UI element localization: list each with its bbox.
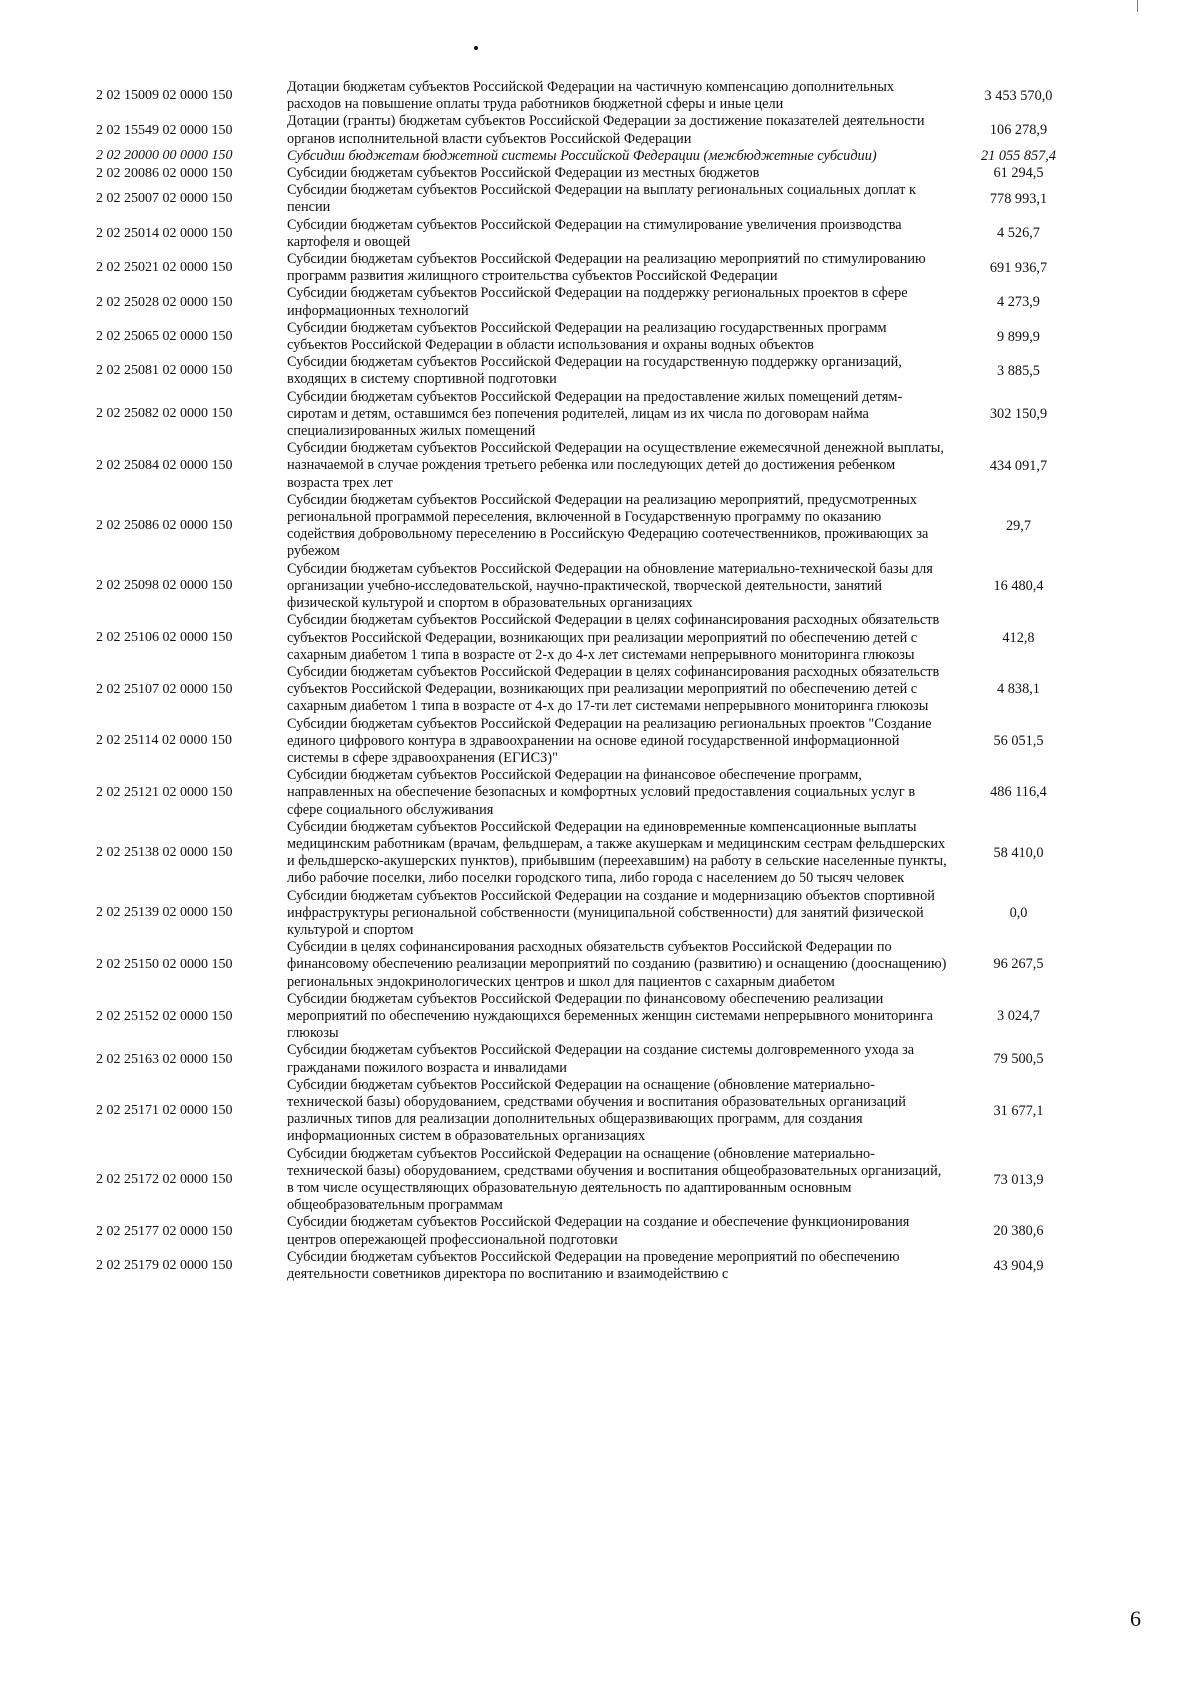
table-row <box>0 165 1200 182</box>
amount: 56 051,5 <box>993 732 1044 749</box>
income-description: Субсидии бюджетам субъектов Российской Федерации на стимулирование увеличения производства картофеля и овощей <box>287 216 902 250</box>
income-description: Дотации (гранты) бюджетам субъектов Российской Федерации за достижение показателей деятельности органов исполнительной власти субъектов Российской Федерации <box>287 113 925 147</box>
amount: 58 410,0 <box>993 844 1044 861</box>
amount: 61 294,5 <box>993 165 1044 182</box>
amount: 79 500,5 <box>993 1051 1044 1068</box>
income-description: Субсидии бюджетам субъектов Российской Федерации по финансовому обеспечению реализации мероприятий по обеспечению нуждающихся беременных женщин системами непрерывного мониторинга глюкозы <box>287 990 933 1042</box>
scan-edge-mark <box>1137 0 1138 12</box>
amount: 486 116,4 <box>990 784 1047 801</box>
amount: 3 453 570,0 <box>984 87 1053 104</box>
budget-code: 2 02 20086 02 0000 150 <box>96 165 233 181</box>
table-row <box>0 888 1200 940</box>
income-description: Дотации бюджетам субъектов Российской Федерации на частичную компенсацию дополнительных расходов на повышение оплаты труда работников бюджетной сферы и иные цели <box>287 79 895 113</box>
table-row <box>0 251 1200 285</box>
amount: 43 904,9 <box>993 1257 1044 1274</box>
budget-code: 2 02 15009 02 0000 150 <box>96 88 233 104</box>
income-description: Субсидии бюджетам субъектов Российской Федерации на создание системы долговременного ухода за гражданами пожилого возраста и инвалидами <box>287 1042 915 1076</box>
budget-code: 2 02 25150 02 0000 150 <box>96 956 233 972</box>
budget-code: 2 02 25107 02 0000 150 <box>96 681 233 697</box>
income-description: Субсидии бюджетам субъектов Российской Федерации на обновление материально-технической базы для организации учебно-исследовательской, научно-практической, творческой деятельности, занятий физической культурой и спортом в образовательных организациях <box>287 560 933 612</box>
table-row <box>0 354 1200 388</box>
page-number: 6 <box>1130 1606 1141 1631</box>
table-row <box>0 285 1200 319</box>
budget-code: 2 02 25098 02 0000 150 <box>96 578 233 594</box>
income-description: Субсидии бюджетам субъектов Российской Федерации на выплату региональных социальных доплат к пенсии <box>287 182 916 216</box>
table-row <box>0 1249 1200 1283</box>
budget-code: 2 02 25172 02 0000 150 <box>96 1172 233 1187</box>
income-description: Субсидии бюджетам субъектов Российской Федерации на оснащение (обновление материально-технической базы) оборудованием, средствами обучения и воспитания образовательных организаций различных типов для реализации дополнительных общеразвивающих программ, для создания информационных систем в образовательных организациях <box>287 1076 906 1145</box>
table-row <box>0 1077 1200 1146</box>
table-row <box>0 1146 1200 1215</box>
budget-code: 2 02 15549 02 0000 150 <box>96 122 233 138</box>
budget-table <box>0 79 1200 1283</box>
amount: 434 091,7 <box>989 457 1048 474</box>
table-row <box>0 492 1200 561</box>
table-row <box>0 389 1200 441</box>
budget-code: 2 02 25171 02 0000 150 <box>96 1103 233 1119</box>
income-description: Субсидии бюджетам субъектов Российской Федерации на реализацию мероприятий, предусмотренных региональной программой переселения, включенной в Государственную программу по оказанию содействия добровольному переселению в Российскую Федерацию соотечественников, проживающих за рубежом <box>287 491 929 560</box>
table-row <box>0 561 1200 613</box>
budget-code: 2 02 25021 02 0000 150 <box>96 260 233 276</box>
budget-code: 2 02 25114 02 0000 150 <box>96 733 232 749</box>
budget-code: 2 02 25121 02 0000 150 <box>96 784 233 800</box>
budget-code: 2 02 25082 02 0000 150 <box>96 406 233 422</box>
table-row <box>0 664 1200 716</box>
budget-code: 2 02 20000 00 0000 150 <box>96 148 233 164</box>
budget-code: 2 02 25179 02 0000 150 <box>96 1258 233 1274</box>
amount: 73 013,9 <box>993 1171 1044 1188</box>
income-description: Субсидии бюджетам субъектов Российской Федерации в целях софинансирования расходных обязательств субъектов Российской Федерации, возникающих при реализации мероприятий по обеспечению детей с сахарным диабетом 1 типа в возрасте от 2-х до 4-х лет системами непрерывного мониторинга глюкозы <box>287 612 940 663</box>
table-row <box>0 79 1200 113</box>
budget-code: 2 02 25152 02 0000 150 <box>96 1008 233 1024</box>
income-description: Субсидии бюджетам субъектов Российской Федерации на поддержку региональных проектов в сфере информационных технологий <box>287 285 908 319</box>
table-row <box>0 819 1200 888</box>
amount: 4 273,9 <box>997 294 1040 311</box>
income-description: Субсидии бюджетам субъектов Российской Федерации на единовременные компенсационные выплаты медицинским работникам (врачам, фельдшерам, а также акушеркам и медицинским сестрам фельдшерских и фельдшерско-акушерских пунктов), прибывшим (переехавшим) на работу в сельские населенные пункты, либо рабочие поселки, либо поселки городского типа, либо города с населением до 50 тысяч человек <box>287 818 947 887</box>
amount: 302 150,9 <box>989 405 1048 422</box>
amount: 4 526,7 <box>997 225 1040 242</box>
table-row <box>0 113 1200 147</box>
budget-code: 2 02 25007 02 0000 150 <box>96 191 233 207</box>
table-row <box>0 1042 1200 1076</box>
table-row <box>0 320 1200 354</box>
amount: 106 278,9 <box>989 122 1048 139</box>
income-description: Субсидии бюджетам субъектов Российской Федерации на оснащение (обновление материально-технической базы) оборудованием, средствами обучения и воспитания общеобразовательных организаций, в том числе осуществляющих образовательную деятельность по адаптированным основным общеобразовательным программам <box>287 1145 942 1214</box>
table-row <box>0 182 1200 216</box>
income-description: Субсидии бюджетам субъектов Российской Федерации на осуществление ежемесячной денежной выплаты, назначаемой в случае рождения третьего ребенка или последующих детей до достижения ребенком возраста трех лет <box>287 440 944 491</box>
table-row <box>0 148 1200 165</box>
income-description: Субсидии бюджетам субъектов Российской Федерации на реализацию мероприятий по стимулированию программ развития жилищного строительства субъектов Российской Федерации <box>287 251 926 285</box>
amount: 412,8 <box>1002 629 1035 646</box>
table-row <box>0 440 1200 492</box>
amount: 3 024,7 <box>997 1008 1040 1025</box>
income-description: Субсидии бюджетам субъектов Российской Федерации на предоставление жилых помещений детям-сиротам и детям, оставшимся без попечения родителей, лицам из их числа по договорам найма специализированных жилых помещений <box>287 388 903 440</box>
amount: 9 899,9 <box>997 328 1040 345</box>
budget-code: 2 02 25014 02 0000 150 <box>96 225 233 241</box>
income-description: Субсидии бюджетам бюджетной системы Российской Федерации (межбюджетные субсидии) <box>287 147 877 164</box>
income-description: Субсидии бюджетам субъектов Российской Федерации в целях софинансирования расходных обязательств субъектов Российской Федерации, возникающих при реализации мероприятий по обеспечению детей с сахарным диабетом 1 типа в возрасте от 4-х до 17-ти лет системами непрерывного мониторинга глюкозы <box>287 663 940 715</box>
budget-code: 2 02 25177 02 0000 150 <box>96 1223 233 1239</box>
budget-code: 2 02 25138 02 0000 150 <box>96 845 233 861</box>
income-description: Субсидии бюджетам субъектов Российской Федерации на государственную поддержку организаций, входящих в систему спортивной подготовки <box>287 354 902 388</box>
table-row <box>0 612 1200 664</box>
table-row <box>0 767 1200 819</box>
budget-code: 2 02 25163 02 0000 150 <box>96 1051 233 1067</box>
table-row <box>0 939 1200 991</box>
amount: 21 055 857,4 <box>980 147 1057 164</box>
scan-dot <box>474 46 478 50</box>
amount: 778 993,1 <box>989 190 1048 207</box>
table-row <box>0 217 1200 251</box>
budget-code: 2 02 25086 02 0000 150 <box>96 518 233 534</box>
amount: 3 885,5 <box>997 362 1040 379</box>
table-row <box>0 716 1200 768</box>
amount: 29,7 <box>1005 517 1032 534</box>
income-description: Субсидии бюджетам субъектов Российской Федерации на реализацию государственных программ субъектов Российской Федерации в области использования и охраны водных объектов <box>287 319 887 354</box>
amount: 31 677,1 <box>993 1102 1044 1119</box>
budget-code: 2 02 25028 02 0000 150 <box>96 294 233 310</box>
table-row <box>0 991 1200 1043</box>
income-description: Субсидии бюджетам субъектов Российской Федерации на создание и обеспечение функционирования центров опережающей профессиональной подготовки <box>287 1214 910 1248</box>
budget-code: 2 02 25139 02 0000 150 <box>96 905 233 921</box>
income-description: Субсидии в целях софинансирования расходных обязательств субъектов Российской Федерации по финансовому обеспечению реализации мероприятий по созданию (развитию) и оснащению (дооснащению) региональных эндокринологических центров и школ для пациентов с сахарным диабетом <box>287 939 947 990</box>
income-description: Субсидии бюджетам субъектов Российской Федерации на реализацию региональных проектов "Создание единого цифрового контура в здравоохранении на основе единой государственной информационной системы в сфере здравоохранения (ЕГИСЗ)" <box>287 715 932 766</box>
income-description: Субсидии бюджетам субъектов Российской Федерации на создание и модернизацию объектов спортивной инфраструктуры региональной собственности (муниципальной собственности) для занятий физической культурой и спортом <box>287 887 935 938</box>
budget-code: 2 02 25084 02 0000 150 <box>96 458 233 474</box>
amount: 4 838,1 <box>997 681 1040 698</box>
income-description: Субсидии бюджетам субъектов Российской Федерации на проведение мероприятий по обеспечению деятельности советников директора по воспитанию и взаимодействию с <box>287 1248 900 1283</box>
table-row <box>0 1214 1200 1248</box>
amount: 691 936,7 <box>989 259 1048 276</box>
amount: 96 267,5 <box>993 956 1044 973</box>
income-description: Субсидии бюджетам субъектов Российской Федерации из местных бюджетов <box>287 165 760 182</box>
budget-code: 2 02 25065 02 0000 150 <box>96 329 233 345</box>
amount: 20 380,6 <box>993 1223 1044 1240</box>
income-description: Субсидии бюджетам субъектов Российской Федерации на финансовое обеспечение программ, направленных на обеспечение безопасных и комфортных условий предоставления социальных услуг в сфере социального обслуживания <box>287 767 916 818</box>
budget-code: 2 02 25106 02 0000 150 <box>96 630 233 646</box>
amount: 0,0 <box>1009 904 1028 921</box>
budget-code: 2 02 25081 02 0000 150 <box>96 363 233 379</box>
amount: 16 480,4 <box>993 577 1044 594</box>
